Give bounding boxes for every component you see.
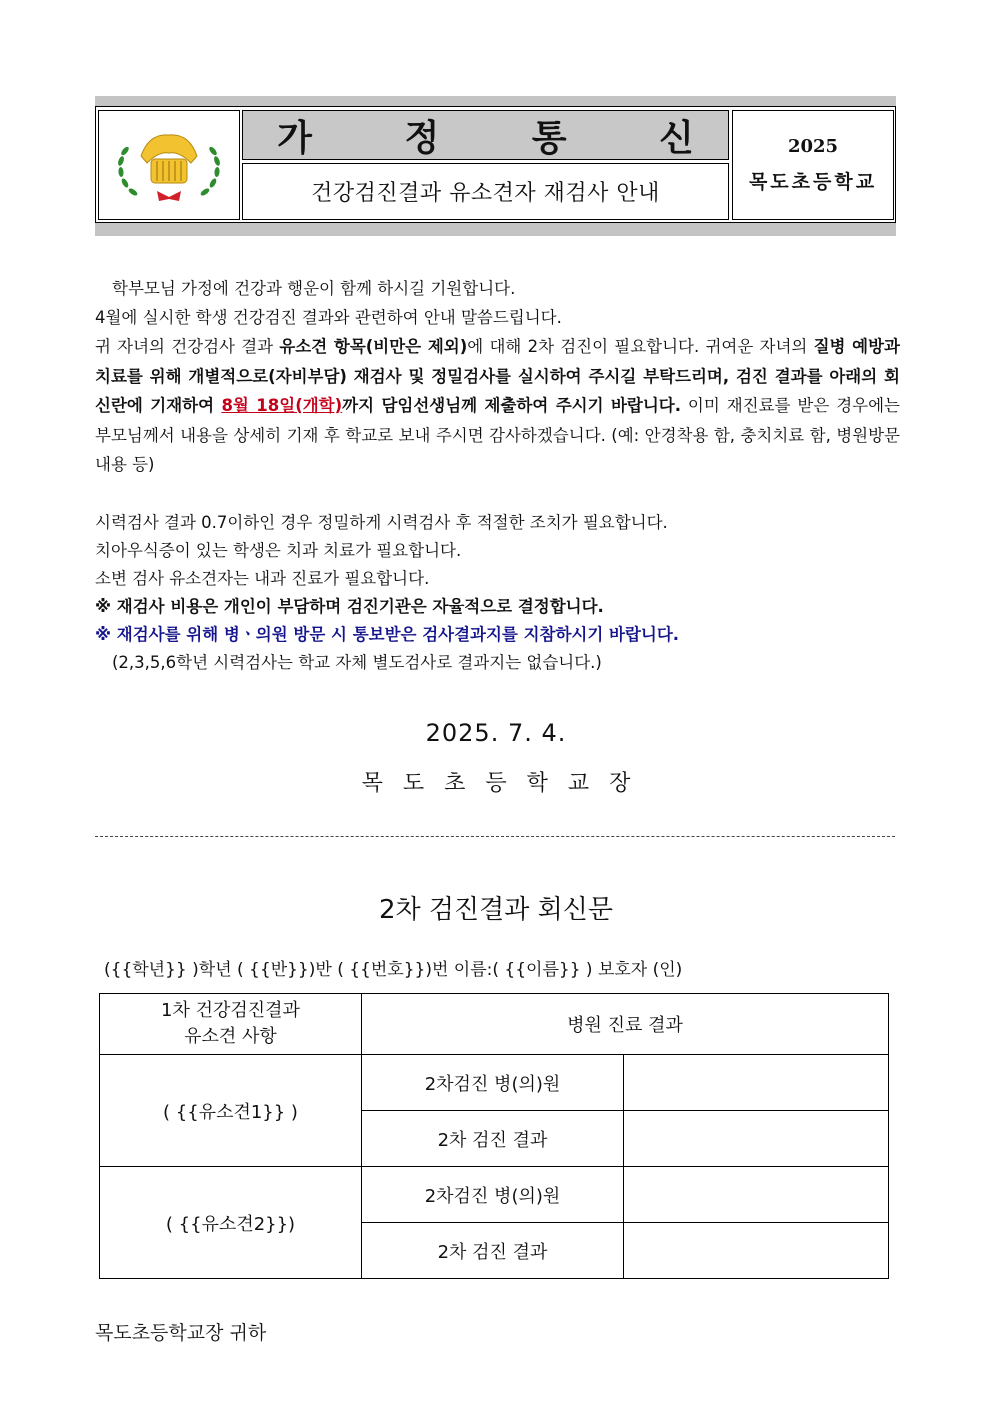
result-label-2: 2차 검진 결과	[362, 1223, 624, 1279]
reply-table	[99, 993, 889, 1279]
result-input-2[interactable]	[624, 1223, 889, 1279]
addressee-footer: 목도초등학교장 귀하	[95, 1322, 267, 1344]
greeting-text: 학부모님 가정에 건강과 행운이 함께 하시길 기원합니다.	[112, 279, 516, 298]
header-first-exam: 1차 건강검진결과 유소견 사항	[100, 994, 362, 1055]
year-label: 2025	[787, 136, 839, 157]
document-subtitle: 건강검진결과 유소견자 재검사 안내	[311, 181, 660, 206]
hospital-input-1[interactable]	[624, 1055, 889, 1111]
cut-line	[95, 836, 895, 837]
hospital-label-1: 2차검진 병(의)원	[362, 1055, 624, 1111]
document-title: 가 정 통 신	[277, 116, 734, 159]
vision-notice: 시력검사 결과 0.7이하인 경우 정밀하게 시력검사 후 적절한 조치가 필요합니다.	[95, 513, 668, 532]
header-hospital-result: 병원 진료 결과	[362, 994, 889, 1055]
result-input-1[interactable]	[624, 1111, 889, 1167]
header-box	[95, 106, 896, 223]
student-info-line: ({{학년}} )학년 ( {{반}})반 ( {{번호}})번 이름:( {{이름}} ) 보호자 (인)	[104, 960, 683, 980]
deadline-date: 8월 18일(개학)	[221, 396, 343, 415]
paragraph-part-f: 이미 재진료를 받은 경우에는 부모님께서 내용을 상세히 기재 후 학교로 보내 주시면 감사하겠습니다. (예: 안경착용 함, 충치치료 함, 병원방문 내용 등)	[95, 396, 900, 474]
finding-cell-1: ( {{유소견1}} )	[100, 1055, 362, 1167]
hospital-label-2: 2차검진 병(의)원	[362, 1167, 624, 1223]
school-info-cell	[732, 110, 894, 220]
paragraph-part-e: 까지 담임선생님께 제출하여 주시기 바랍니다.	[342, 396, 681, 415]
paragraph-part-d: 질병 예방과 치료를 위해 개별적으로(자비부담) 재검사 및 정밀검사를 실시하여 주시길 부탁드리며, 검진 결과를 아래의 회신란에 기재하여	[95, 337, 900, 415]
cost-note: ※ 재검사 비용은 개인이 부담하며 검진기관은 자율적으로 결정합니다.	[95, 597, 604, 616]
result-label-1: 2차 검진 결과	[362, 1111, 624, 1167]
vision-exam-note: (2,3,5,6학년 시력검사는 학교 자체 별도검사로 결과지는 없습니다.)	[112, 653, 602, 672]
reply-form-title: 2차 검진결과 회신문	[379, 895, 613, 925]
title-banner	[242, 110, 734, 160]
main-paragraph	[95, 332, 900, 480]
table-row	[100, 1167, 889, 1223]
issue-date: 2025. 7. 4.	[425, 719, 567, 747]
paragraph-part-a: 귀 자녀의 건강검사 결과	[95, 337, 280, 356]
school-emblem-icon	[99, 111, 239, 219]
dental-notice: 치아우식증이 있는 학생은 치과 치료가 필요합니다.	[95, 541, 462, 560]
paragraph-part-b: 유소견 항목(비만은 제외)	[279, 337, 468, 356]
hospital-input-2[interactable]	[624, 1167, 889, 1223]
table-header-row	[100, 994, 889, 1055]
school-logo-cell	[98, 110, 240, 220]
table-row	[100, 1055, 889, 1111]
school-name: 목도초등학교	[748, 171, 878, 193]
result-sheet-note: ※ 재검사를 위해 병ㆍ의원 방문 시 통보받은 검사결과지를 지참하시기 바랍니다.	[95, 625, 680, 644]
intro-text: 4월에 실시한 학생 건강검진 결과와 관련하여 안내 말씀드립니다.	[95, 308, 562, 327]
subtitle-box	[242, 163, 729, 220]
urine-notice: 소변 검사 유소견자는 내과 진료가 필요합니다.	[95, 569, 430, 588]
principal-signature: 목도초등학교장	[361, 771, 651, 796]
paragraph-part-c: 에 대해 2차 검진이 필요합니다. 귀여운 자녀의	[467, 337, 814, 356]
finding-cell-2: ( {{유소견2}})	[100, 1167, 362, 1279]
